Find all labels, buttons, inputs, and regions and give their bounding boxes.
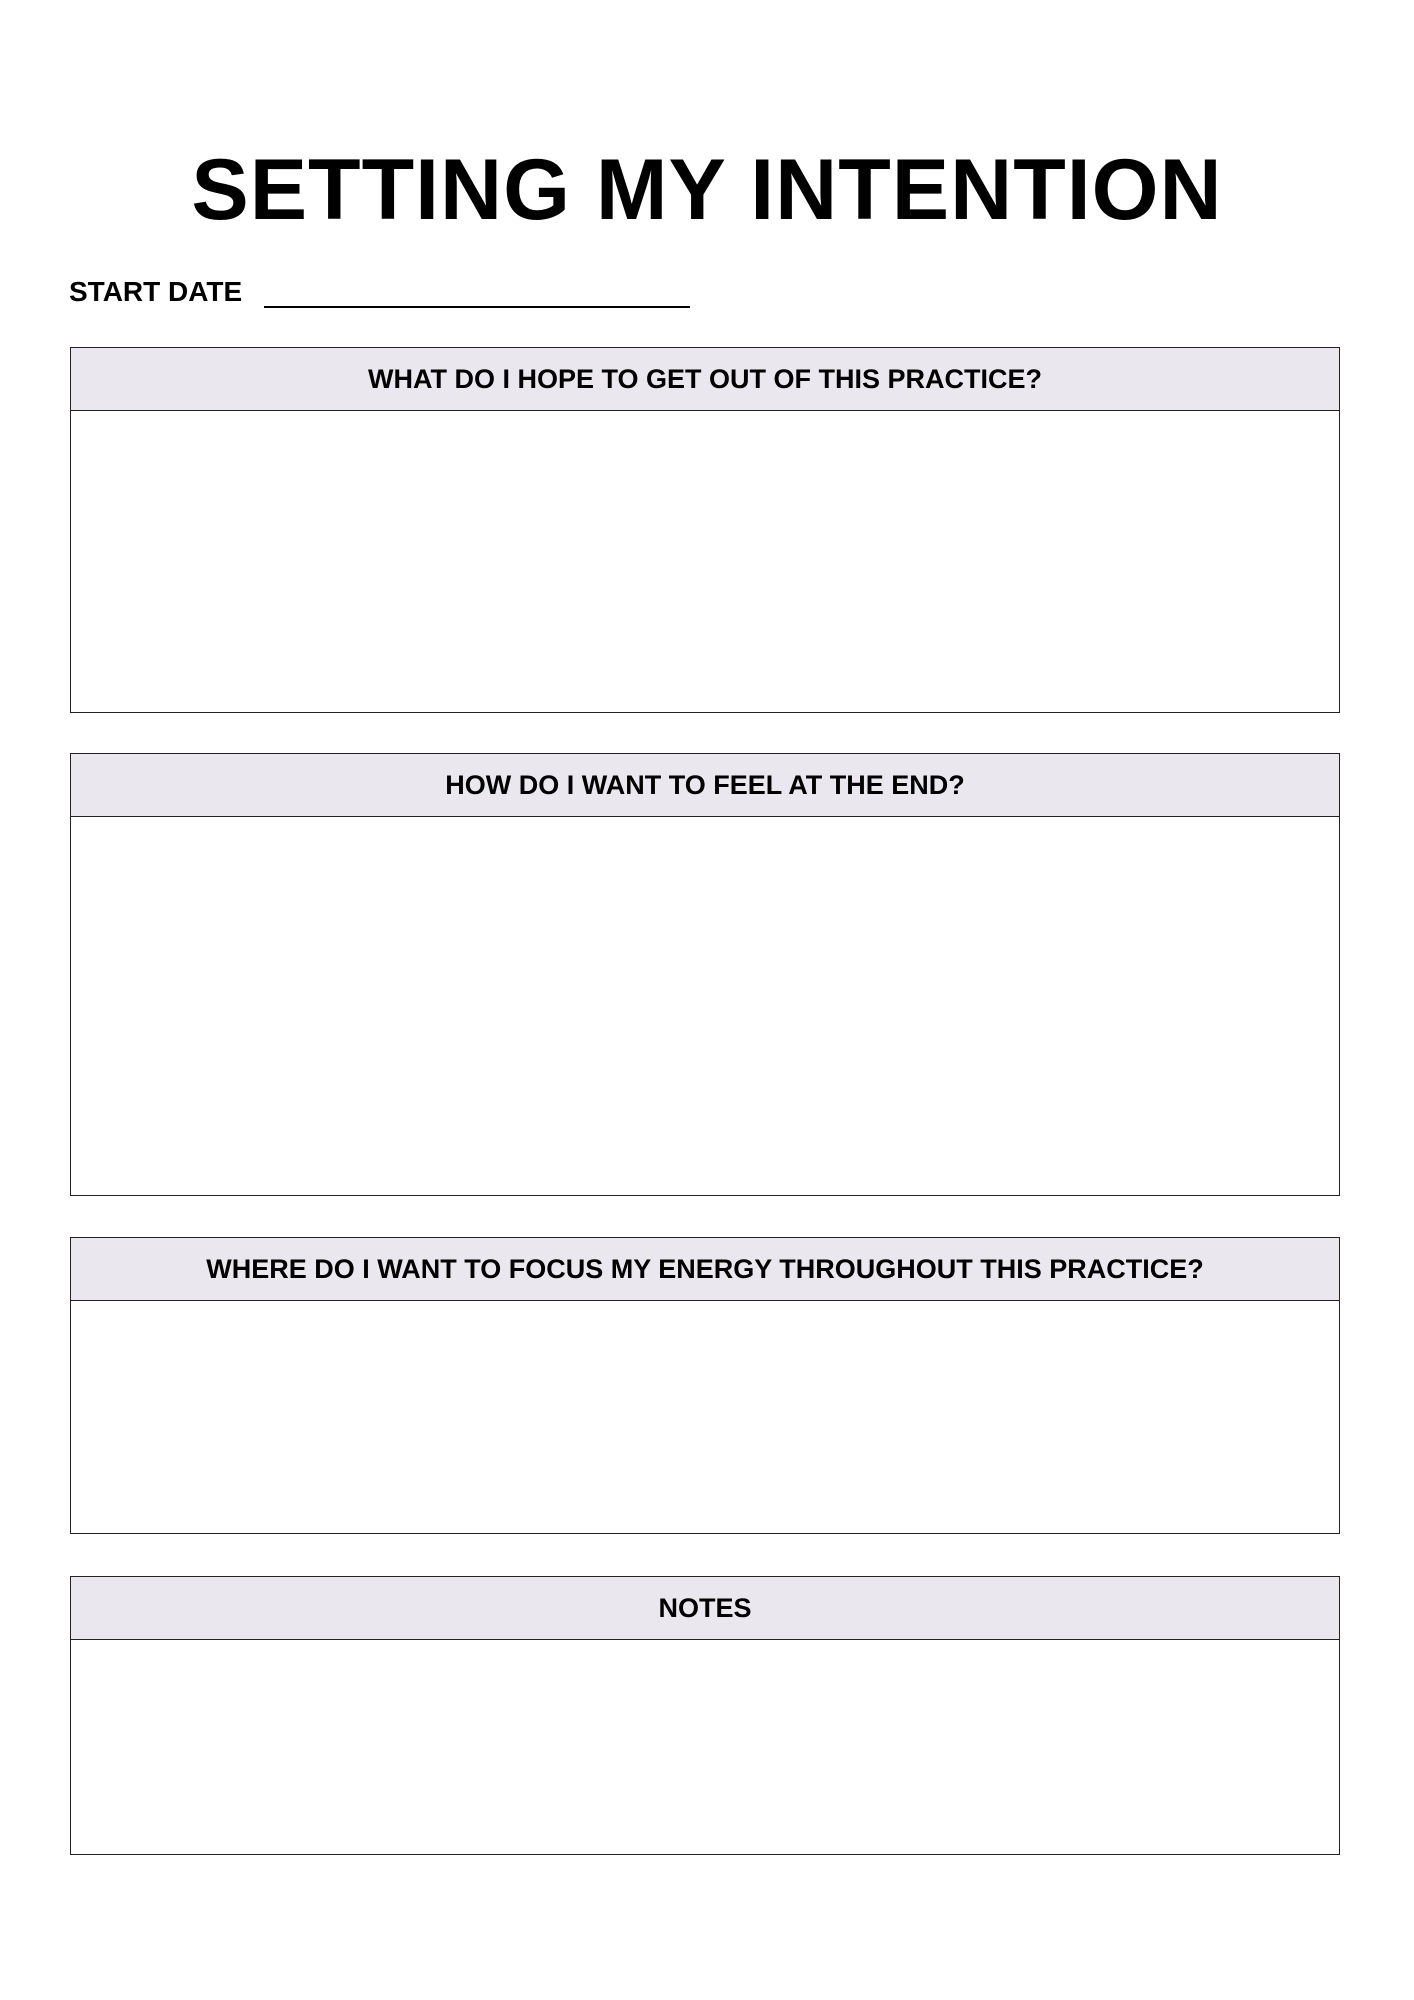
start-date-field[interactable] (264, 306, 690, 308)
section-heading: NOTES (71, 1577, 1339, 1640)
section-notes (70, 1576, 1340, 1855)
section-writing-area[interactable] (71, 817, 1339, 1195)
section-heading: HOW DO I WANT TO FEEL AT THE END? (71, 754, 1339, 817)
start-date-row (69, 270, 690, 310)
section-feel (70, 753, 1340, 1196)
section-heading: WHAT DO I HOPE TO GET OUT OF THIS PRACTICE? (71, 348, 1339, 411)
section-writing-area[interactable] (71, 411, 1339, 712)
section-writing-area[interactable] (71, 1640, 1339, 1854)
section-heading: WHERE DO I WANT TO FOCUS MY ENERGY THROUGHOUT THIS PRACTICE? (71, 1238, 1339, 1301)
start-date-label: START DATE (69, 276, 243, 307)
page-title: SETTING MY INTENTION (191, 142, 1223, 238)
section-focus-energy (70, 1237, 1340, 1534)
section-writing-area[interactable] (71, 1301, 1339, 1533)
section-hope (70, 347, 1340, 713)
